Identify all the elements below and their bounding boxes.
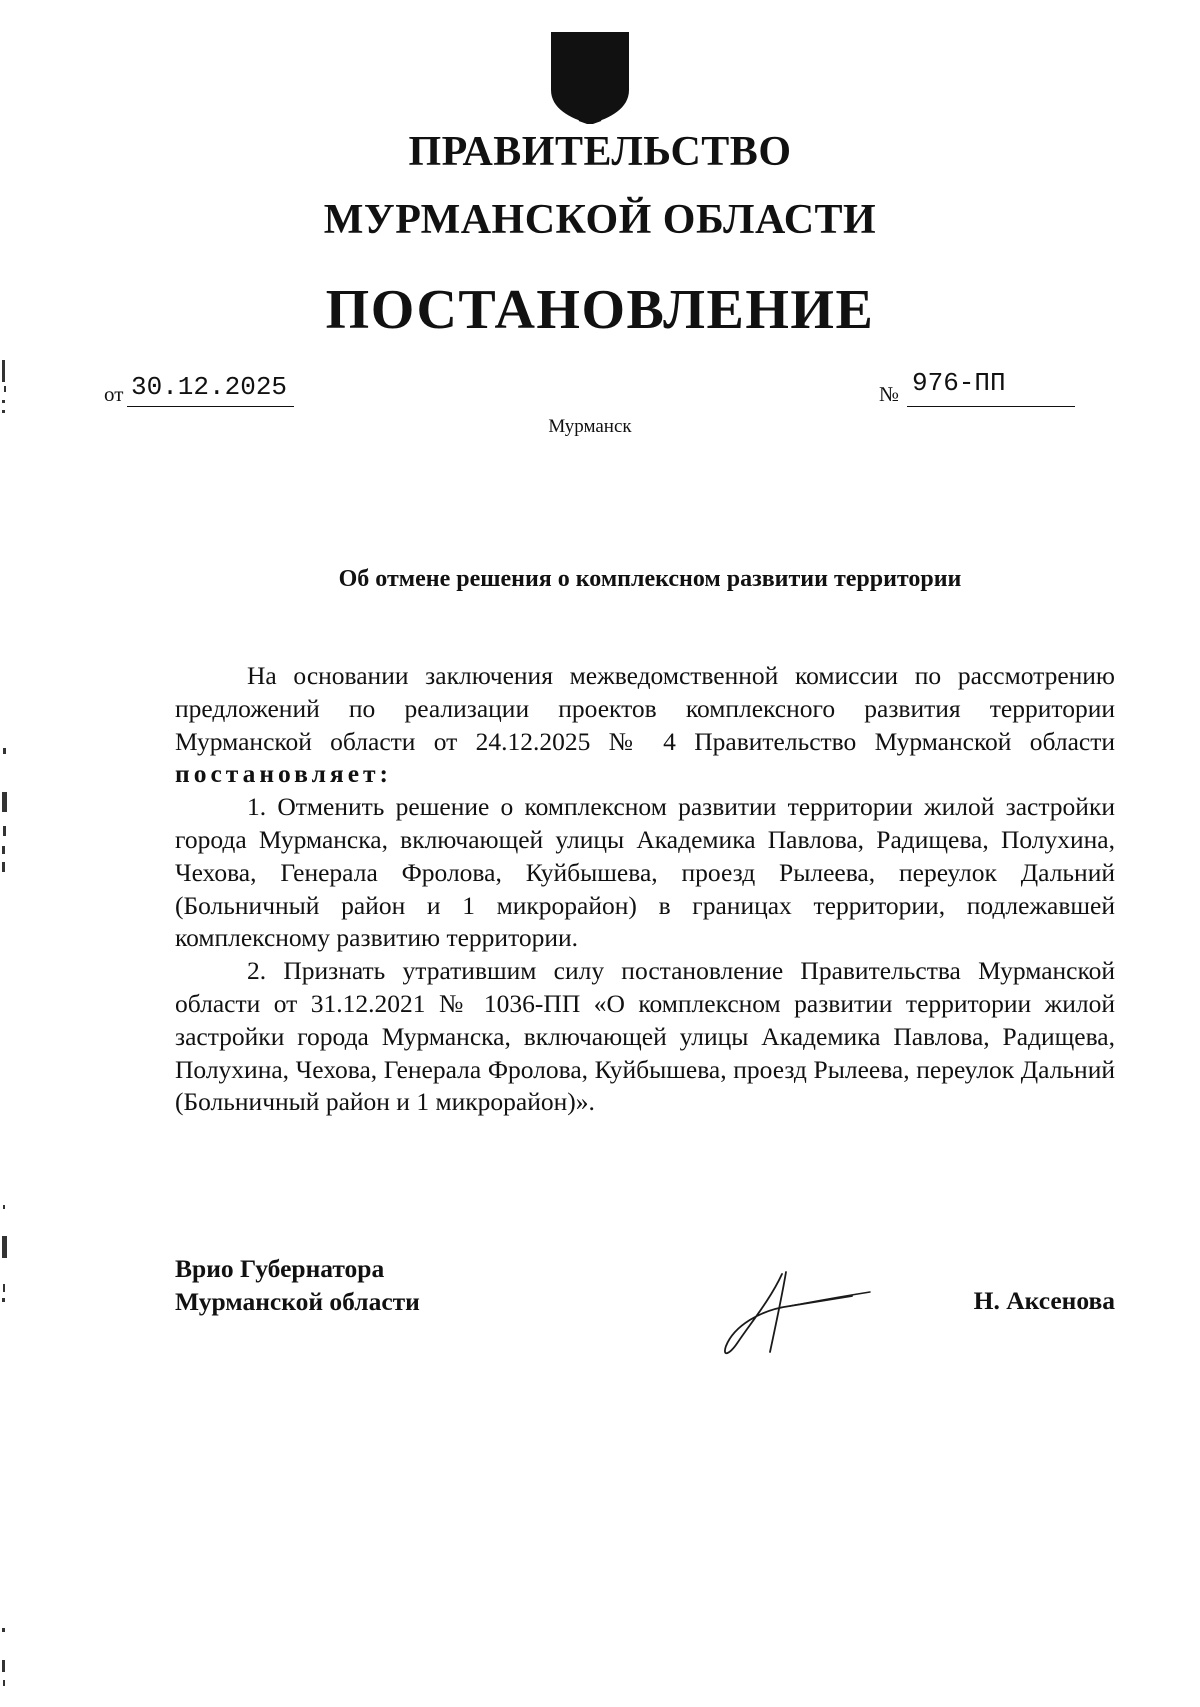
document-subject: Об отмене решения о комплексном развитии территории <box>338 566 962 592</box>
org-name-line1: ПРАВИТЕЛЬСТВО <box>408 129 792 175</box>
handwritten-signature-icon <box>720 1262 890 1362</box>
item-2-paragraph: 2. Признать утратившим силу постановление Правительства Мурманской области от 31.12.2021 № 1036-ПП «О комплексном развитии территории жилой застройки города Мурманска, включающей улицы Академика Павлова, Радищева, Полухина, Чехова, Генерала Фролова, Куйбышева, проезд Рылеева, переулок Дальний (Больничный район и 1 микрорайон)». <box>175 956 1115 1117</box>
item-1-paragraph: 1. Отменить решение о комплексном развитии территории жилой застройки города Мурманска, включающей улицы Академика Павлова, Радищева, Полухина, Чехова, Генерала Фролова, Куйбышева, проезд Рылеева, переулок Дальний (Больничный район и 1 микрорайон) в границах территории, подлежавшей комплексному развитию территории. <box>175 792 1115 953</box>
number-prefix: № <box>879 382 900 406</box>
document-date: 30.12.2025 <box>131 372 288 402</box>
intro-text: На основании заключения межведомственной комиссии по рассмотрению предложений по реализации проектов комплексного развития территории Мурманской области от 24.12.2025 № 4 Правительство Мурманской области <box>175 661 1115 756</box>
document-city: Мурманск <box>548 416 632 437</box>
date-underline <box>127 406 294 407</box>
number-underline <box>907 406 1075 407</box>
signer-title-line2: Мурманской области <box>175 1286 420 1316</box>
signer-title <box>175 1253 420 1319</box>
document-body <box>175 660 1115 1119</box>
scan-edge-marks <box>0 0 20 1707</box>
org-name-line2: МУРМАНСКОЙ ОБЛАСТИ <box>323 197 877 243</box>
resolves-word: постановляет: <box>175 759 393 789</box>
signer-name: Н. Аксенова <box>973 1286 1115 1315</box>
date-prefix: от <box>104 382 124 406</box>
signer-title-line1: Врио Губернатора <box>175 1254 385 1283</box>
coat-of-arms-emblem-icon <box>549 32 631 124</box>
document-number: 976-ПП <box>912 368 1006 398</box>
intro-paragraph <box>175 660 1115 791</box>
document-type-title: ПОСТАНОВЛЕНИЕ <box>325 279 875 341</box>
